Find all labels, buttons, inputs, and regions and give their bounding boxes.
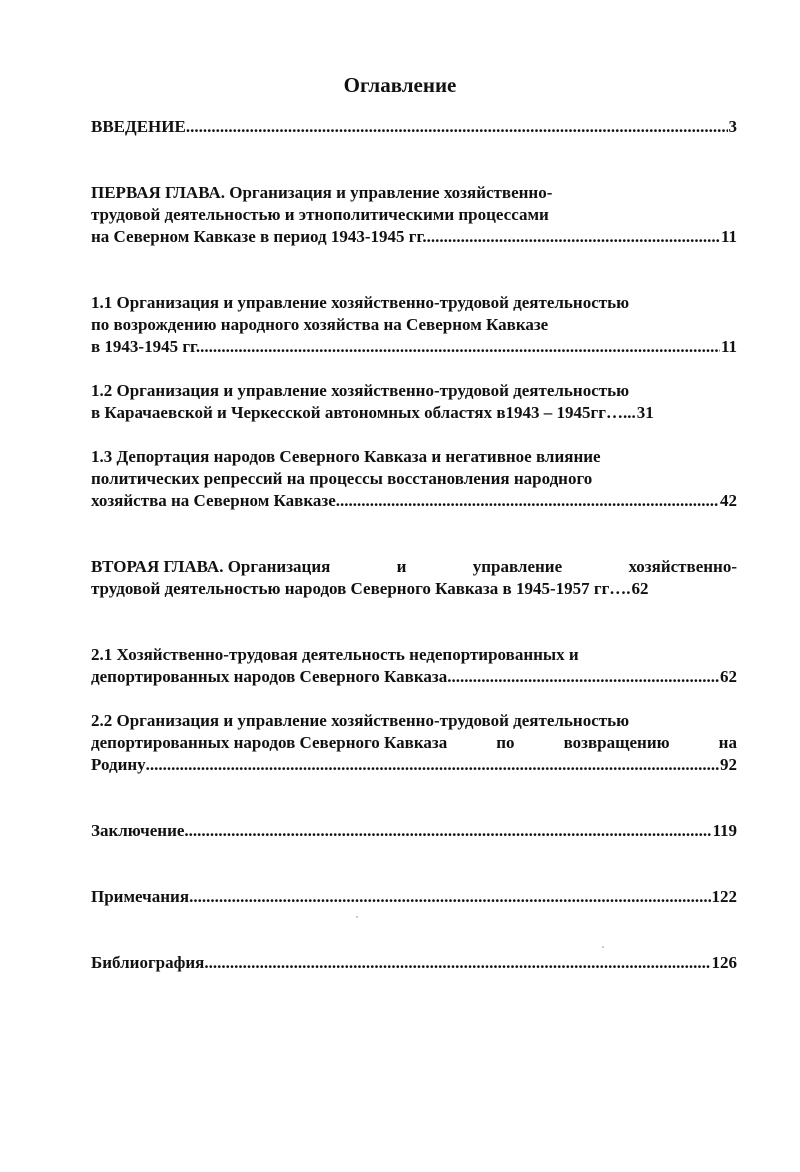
toc-entry-section-2-1 (91, 644, 737, 688)
toc-label: в 1943-1945 гг. (91, 337, 201, 356)
toc-label: Библиография (91, 953, 205, 972)
toc-word: по (496, 733, 515, 752)
page-title: Оглавление (343, 73, 457, 97)
toc-line: 1.3 Депортация народов Северного Кавказа и негативное влияние (91, 447, 601, 466)
toc-word: депортированных народов Северного Кавказа (91, 733, 448, 752)
dot-leader (189, 886, 710, 908)
toc-line: 2.2 Организация и управление хозяйственно-трудовой деятельностью (91, 711, 630, 730)
toc-line (91, 578, 737, 600)
toc-line (91, 490, 737, 512)
toc-page-number: 122 (711, 887, 737, 906)
toc-word: управление (472, 557, 563, 576)
toc-line: 1.2 Организация и управление хозяйственно-трудовой деятельностью (91, 381, 630, 400)
toc-entry-conclusion (91, 820, 737, 842)
toc-line (91, 116, 737, 138)
toc-line (91, 886, 737, 908)
toc-word: и (396, 557, 407, 576)
toc-line: политических репрессий на процессы восстановления народного (91, 469, 593, 488)
dot-leader (146, 754, 719, 776)
toc-line: 1.1 Организация и управление хозяйственно-трудовой деятельностью (91, 293, 630, 312)
toc-page-number: 31 (636, 403, 654, 422)
toc-word: хозяйственно- (628, 557, 737, 576)
toc-line: по возрождению народного хозяйства на Северном Кавказе (91, 315, 549, 334)
toc-line: трудовой деятельностью и этнополитическими процессами (91, 205, 549, 224)
toc-line (91, 402, 737, 424)
toc-page-number: 42 (720, 491, 737, 510)
dot-leader (336, 490, 719, 512)
toc-label: в Карачаевской и Черкесской автономных областях в1943 – 1945гг…... (91, 403, 636, 422)
toc-page-number: 92 (720, 755, 737, 774)
toc-page-number: 11 (720, 227, 737, 246)
toc-label: ВВЕДЕНИЕ (91, 117, 186, 136)
toc-line (91, 556, 737, 578)
toc-label: Родину (91, 755, 146, 774)
toc-label: Заключение (91, 821, 185, 840)
scan-speck (602, 946, 604, 948)
toc-word: ВТОРАЯ ГЛАВА. Организация (91, 557, 331, 576)
toc-label: Примечания (91, 887, 190, 906)
dot-leader (184, 820, 711, 842)
toc-entry-section-1-2 (91, 380, 737, 424)
toc-line (91, 226, 737, 248)
toc-entry-chapter-1 (91, 182, 737, 248)
dot-leader (204, 952, 710, 974)
toc-line (91, 732, 737, 754)
toc-line (91, 754, 737, 776)
toc-page-number: 119 (712, 821, 737, 840)
toc-entry-chapter-2 (91, 556, 737, 600)
toc-entry-bibliography (91, 952, 737, 974)
dot-leader (200, 336, 720, 358)
toc-line: 2.1 Хозяйственно-трудовая деятельность недепортированных и (91, 645, 579, 664)
toc-line (91, 820, 737, 842)
toc-page-number: 11 (720, 337, 737, 356)
toc-page-number: 62 (720, 667, 737, 686)
toc-entry-notes (91, 886, 737, 908)
toc-line (91, 952, 737, 974)
scan-speck (356, 916, 358, 918)
toc-page-number: 126 (711, 953, 737, 972)
toc-entry-section-1-3 (91, 446, 737, 512)
toc-label: трудовой деятельностью народов Северного Кавказа в 1945-1957 гг…. (91, 579, 631, 598)
toc-word: возвращению (563, 733, 670, 752)
toc-line (91, 336, 737, 358)
toc-label: хозяйства на Северном Кавказе (91, 491, 336, 510)
toc-entry-section-2-2 (91, 710, 737, 776)
toc-page-number: 3 (728, 117, 737, 136)
toc-page-number: 62 (631, 579, 649, 598)
toc-label: на Северном Кавказе в период 1943-1945 гг. (91, 227, 427, 246)
dot-leader (447, 666, 719, 688)
toc-word: на (718, 733, 737, 752)
dot-leader (186, 116, 728, 138)
toc-entry-intro (91, 116, 737, 138)
dot-leader (427, 226, 720, 248)
toc-line (91, 666, 737, 688)
toc-label: депортированных народов Северного Кавказа (91, 667, 448, 686)
toc-line: ПЕРВАЯ ГЛАВА. Организация и управление хозяйственно- (91, 183, 553, 202)
toc-entry-section-1-1 (91, 292, 737, 358)
